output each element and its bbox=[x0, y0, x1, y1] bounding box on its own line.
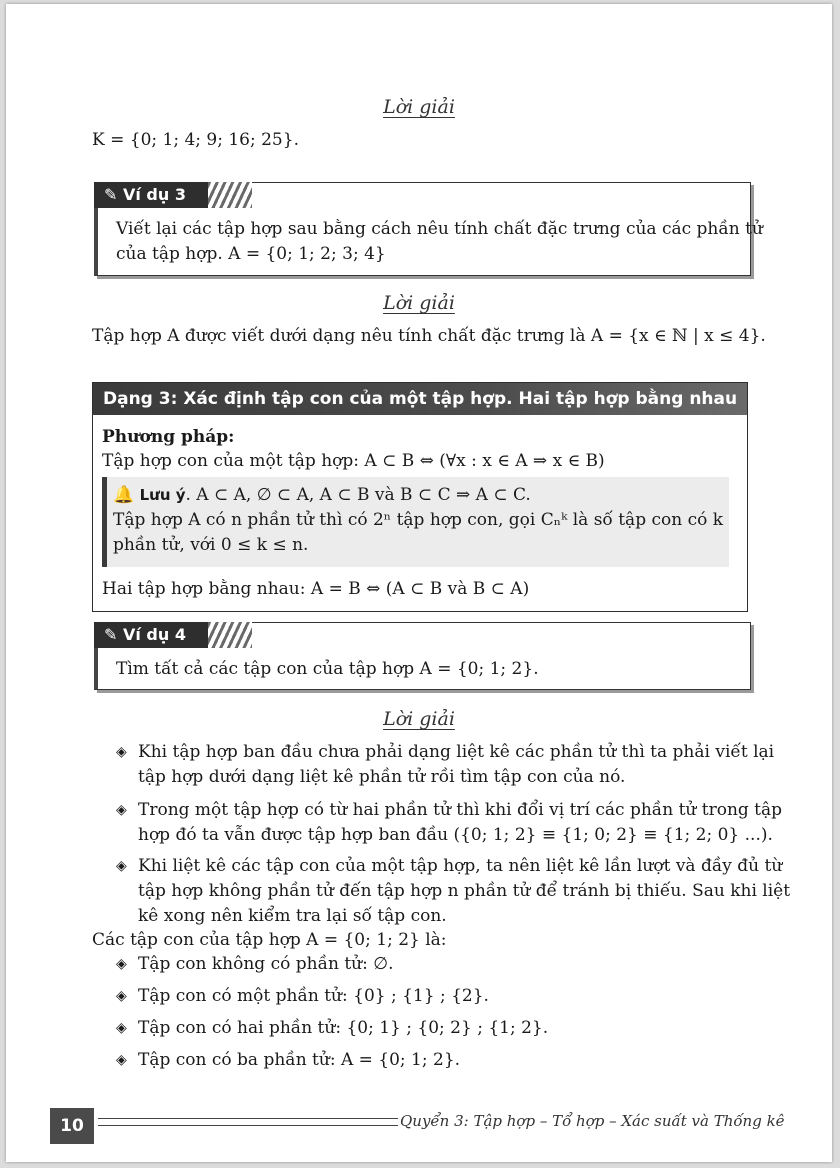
tip-1-line-2: tập hợp dưới dạng liệt kê phần tử rồi tìm tập con của nó. bbox=[138, 767, 626, 787]
tip-2-line-1: Trong một tập hợp có từ hai phần tử thì khi đổi vị trí các phần tử trong tập bbox=[138, 800, 783, 820]
example-3-label: Ví dụ 3 bbox=[122, 185, 186, 204]
example-3-box bbox=[94, 182, 763, 276]
example-4-box bbox=[94, 622, 751, 690]
edit-icon: ✎ bbox=[104, 625, 118, 644]
diamond-bullet-icon: ◈ bbox=[116, 956, 127, 972]
diamond-bullet-icon: ◈ bbox=[116, 802, 127, 818]
dang-3-box bbox=[92, 382, 748, 612]
diamond-bullet-icon: ◈ bbox=[116, 1020, 127, 1036]
dang-3-title: Dạng 3: Xác định tập con của một tập hợp. Hai tập hợp bằng nhau bbox=[93, 383, 747, 415]
edit-icon: ✎ bbox=[104, 185, 118, 204]
tip-3-line-3: kê xong nên kiểm tra lại số tập con. bbox=[138, 906, 447, 926]
example-3-line-2: của tập hợp. A = {0; 1; 2; 3; 4} bbox=[116, 244, 386, 264]
diamond-bullet-icon: ◈ bbox=[116, 858, 127, 874]
subsets-intro: Các tập con của tập hợp A = {0; 1; 2} là: bbox=[92, 930, 447, 950]
method-label: Phương pháp: bbox=[102, 427, 235, 447]
solution-heading-1: Lời giải bbox=[383, 96, 455, 118]
solution-heading-2: Lời giải bbox=[383, 292, 455, 314]
solution-heading-3: Lời giải bbox=[383, 708, 455, 730]
page-number: 10 bbox=[50, 1108, 94, 1144]
example-3-header bbox=[94, 182, 216, 208]
subset-definition: Tập hợp con của một tập hợp: A ⊂ B ⇔ (∀x : x ∈ A ⇒ x ∈ B) bbox=[102, 451, 605, 471]
note-line-2: Tập hợp A có n phần tử thì có 2ⁿ tập hợp con, gọi Cₙᵏ là số tập con có k bbox=[113, 510, 724, 530]
k-set-answer: K = {0; 1; 4; 9; 16; 25}. bbox=[92, 130, 299, 150]
note-line-1: . A ⊂ A, ∅ ⊂ A, A ⊂ B và B ⊂ C ⇒ A ⊂ C. bbox=[185, 485, 531, 505]
footer-rule bbox=[98, 1118, 398, 1126]
equal-definition: Hai tập hợp bằng nhau: A = B ⇔ (A ⊂ B và B ⊂ A) bbox=[102, 579, 530, 599]
note-label: Lưu ý bbox=[139, 486, 186, 504]
tip-2-line-2: hợp đó ta vẫn được tập hợp ban đầu ({0; 1; 2} ≡ {1; 0; 2} ≡ {1; 2; 0} ...). bbox=[138, 825, 773, 845]
note-box bbox=[102, 477, 729, 567]
subset-item-1: Tập con không có phần tử: ∅. bbox=[138, 954, 394, 974]
note-line-3: phần tử, với 0 ≤ k ≤ n. bbox=[113, 535, 309, 555]
tip-3-line-1: Khi liệt kê các tập con của một tập hợp, ta nên liệt kê lần lượt và đầy đủ từ bbox=[138, 856, 783, 876]
example-4-line-1: Tìm tất cả các tập con của tập hợp A = {0; 1; 2}. bbox=[116, 659, 539, 679]
example-4-label: Ví dụ 4 bbox=[122, 625, 186, 644]
diamond-bullet-icon: ◈ bbox=[116, 1052, 127, 1068]
bell-icon: 🔔 bbox=[113, 485, 135, 505]
example-4-header bbox=[94, 622, 216, 648]
tip-1-line-1: Khi tập hợp ban đầu chưa phải dạng liệt kê các phần tử thì ta phải viết lại bbox=[138, 742, 775, 762]
note-line-1-wrap bbox=[113, 483, 531, 508]
subset-item-2: Tập con có một phần tử: {0} ; {1} ; {2}. bbox=[138, 986, 489, 1006]
diamond-bullet-icon: ◈ bbox=[116, 744, 127, 760]
book-title: Quyển 3: Tập hợp – Tổ hợp – Xác suất và Thống kê bbox=[400, 1112, 785, 1130]
subset-item-3: Tập con có hai phần tử: {0; 1} ; {0; 2} ; {1; 2}. bbox=[138, 1018, 549, 1038]
header-stripes bbox=[208, 182, 252, 208]
diamond-bullet-icon: ◈ bbox=[116, 988, 127, 1004]
example-3-line-1: Viết lại các tập hợp sau bằng cách nêu tính chất đặc trưng của các phần tử bbox=[116, 219, 763, 239]
tip-3-line-2: tập hợp không phần tử đến tập hợp n phần tử để tránh bị thiếu. Sau khi liệt bbox=[138, 881, 791, 901]
subset-item-4: Tập con có ba phần tử: A = {0; 1; 2}. bbox=[138, 1050, 461, 1070]
solution-3-text: Tập hợp A được viết dưới dạng nêu tính chất đặc trưng là A = {x ∈ ℕ | x ≤ 4}. bbox=[92, 326, 766, 346]
header-stripes bbox=[208, 622, 252, 648]
document-page bbox=[6, 4, 832, 1162]
